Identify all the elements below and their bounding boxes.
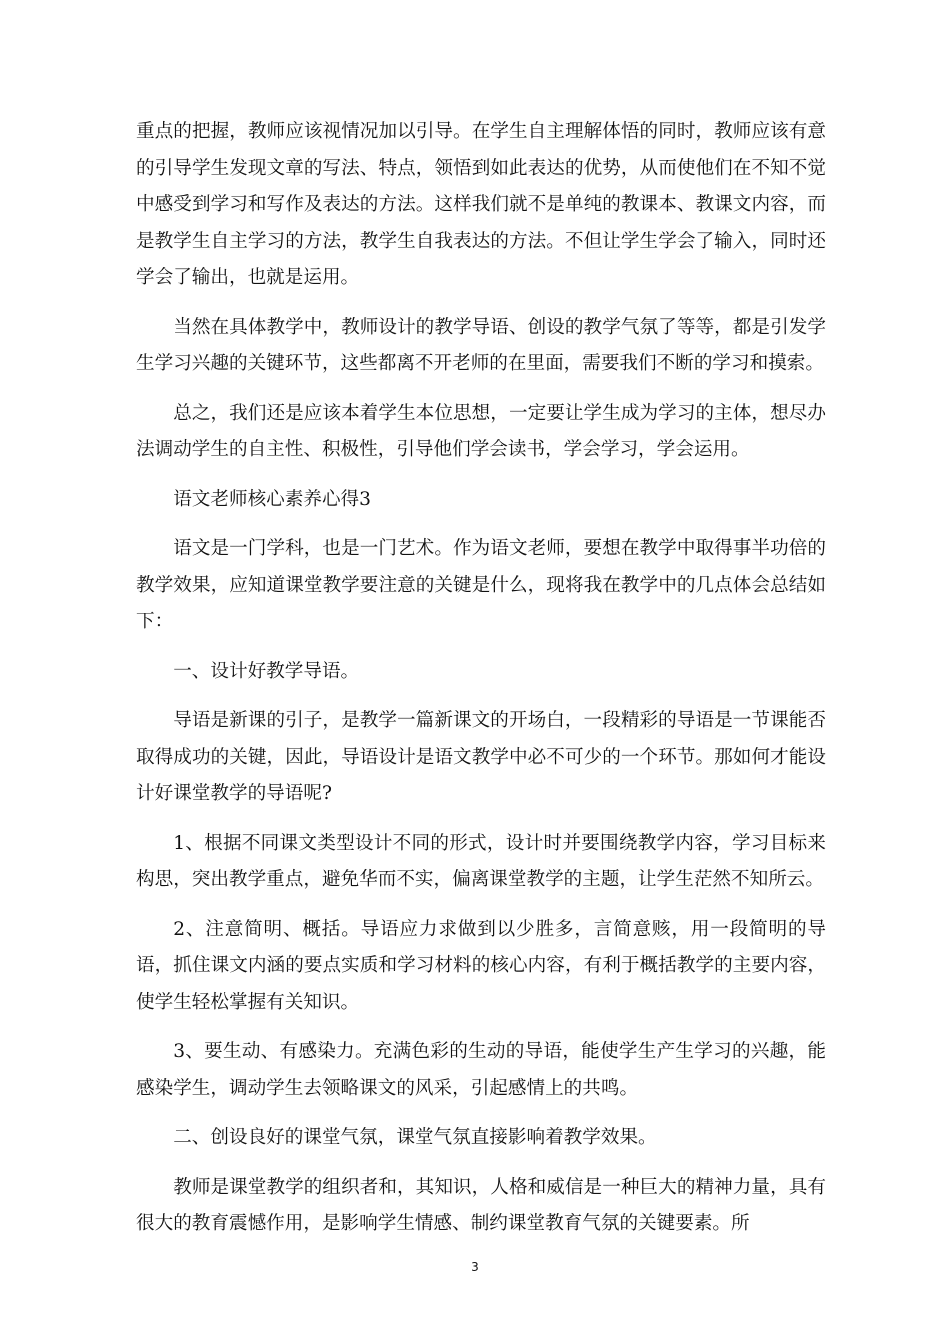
list-item: 1、根据不同课文类型设计不同的形式，设计时并要围绕教学内容，学习目标来构思，突出教学重点，避免华而不实，偏离课堂教学的主题，让学生茫然不知所云。 xyxy=(136,832,826,890)
paragraph: 当然在具体教学中，教师设计的教学导语、创设的教学气氛了等等，都是引发学生学习兴趣的关键环节，这些都离不开老师的在里面，需要我们不断的学习和摸索。 xyxy=(136,316,826,374)
section-heading: 语文老师核心素养心得3 xyxy=(173,488,371,510)
paragraph: 教师是课堂教学的组织者和，其知识，人格和威信是一种巨大的精神力量，具有很大的教育震憾作用，是影响学生情感、制约课堂教育气氛的关键要素。所 xyxy=(136,1176,826,1234)
subheading: 二、创设良好的课堂气氛，课堂气氛直接影响着教学效果。 xyxy=(173,1127,657,1148)
page-number: 3 xyxy=(471,1260,479,1274)
paragraph: 总之，我们还是应该本着学生本位思想，一定要让学生成为学习的主体，想尽办法调动学生的自主性、积极性，引导他们学会读书，学会学习，学会运用。 xyxy=(136,402,826,460)
paragraph-continued: 重点的把握，教师应该视情况加以引导。在学生自主理解体悟的同时，教师应该有意的引导学生发现文章的写法、特点，领悟到如此表达的优势，从而使他们在不知不觉中感受到学习和写作及表达的方法。这样我们就不是单纯的教课本、教课文内容，而是教学生自主学习的方法，教学生自我表达的方法。不但让学生学会了输入，同时还学会了输出，也就是运用。 xyxy=(136,121,826,288)
document-body xyxy=(136,114,826,1256)
paragraph: 语文是一门学科，也是一门艺术。作为语文老师，要想在教学中取得事半功倍的教学效果，应知道课堂教学要注意的关键是什么，现将我在教学中的几点体会总结如下： xyxy=(136,538,826,632)
subheading: 一、设计好教学导语。 xyxy=(173,660,360,682)
list-item: 2、注意简明、概括。导语应力求做到以少胜多，言简意赅，用一段简明的导语，抓住课文内涵的要点实质和学习材料的核心内容，有利于概括教学的主要内容，使学生轻松掌握有关知识。 xyxy=(136,918,826,1013)
paragraph: 导语是新课的引子，是教学一篇新课文的开场白，一段精彩的导语是一节课能否取得成功的关键，因此，导语设计是语文教学中必不可少的一个环节。那如何才能设计好课堂教学的导语呢? xyxy=(136,710,826,804)
list-item: 3、要生动、有感染力。充满色彩的生动的导语，能使学生产生学习的兴趣，能感染学生，调动学生去领略课文的风采，引起感情上的共鸣。 xyxy=(136,1041,826,1099)
